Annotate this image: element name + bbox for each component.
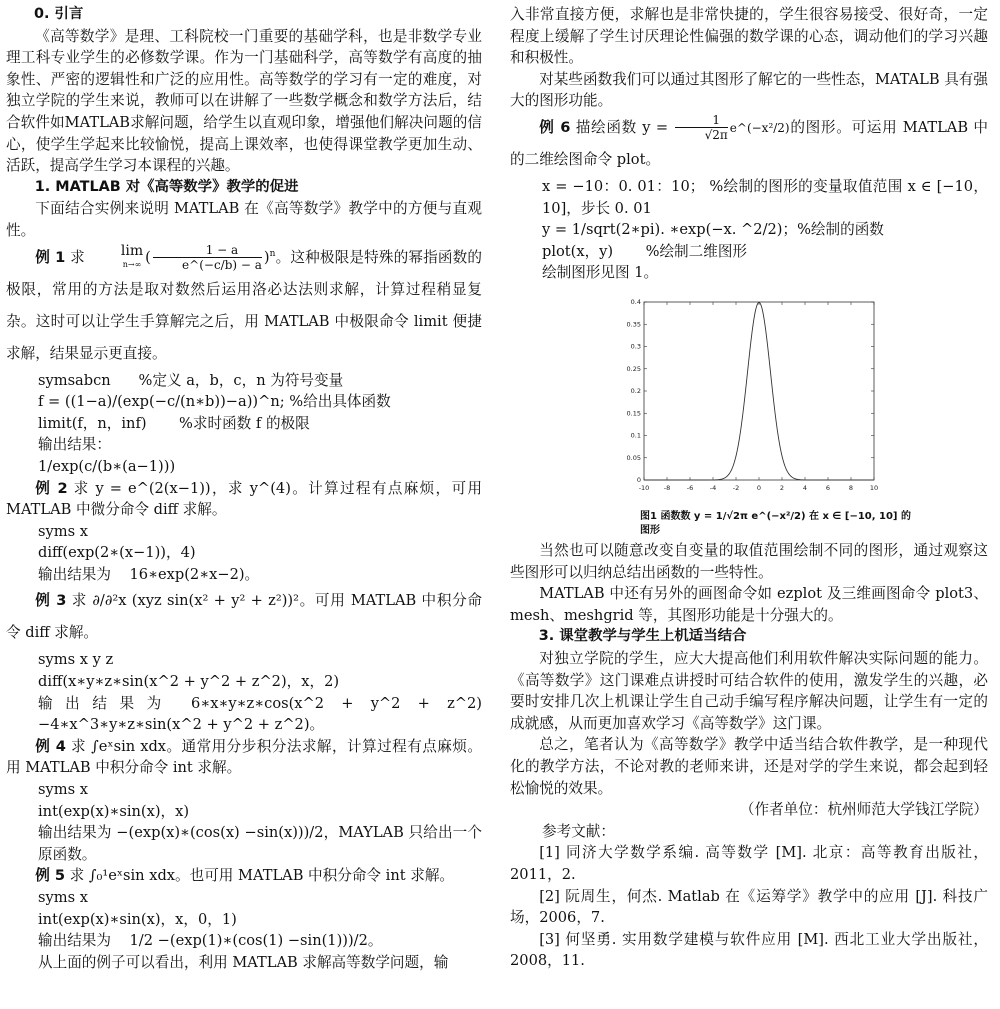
example1-code-3: limit(f，n，inf) %求时函数 f 的极限 <box>38 414 310 432</box>
reference-2: [2] 阮周生，何杰. Matlab 在《运筹学》教学中的应用 [J]. 科技广场，2006，7. <box>510 887 988 927</box>
x-tick-label: 4 <box>802 484 808 492</box>
y-tick-label: 0.1 <box>630 431 641 440</box>
section3-heading: 3. 课堂教学与学生上机适当结合 <box>538 628 747 645</box>
x-tick-label: -10 <box>638 484 650 492</box>
section1-intro: 下面结合实例来说明 MATLAB 在《高等数学》教学中的方便与直观性。 <box>6 200 482 239</box>
after-figure-paragraph-2: MATLAB 中还有另外的画图命令如 ezplot 及三维画图命令 plot3、mesh、meshgrid 等，其图形功能是十分强大的。 <box>510 585 988 624</box>
example1-code-4: 输出结果： <box>38 436 111 454</box>
example1-lead: 求 <box>70 248 85 266</box>
example6-label: 例 6 <box>539 118 571 136</box>
reference-1: [1] 同济大学数学系编. 高等数学 [M]. 北京：高等教育出版社，2011，2. <box>510 844 988 883</box>
example6-paragraph <box>510 112 988 176</box>
intro-paragraph: 《高等数学》是理、工科院校一门重要的基础学科，也是非数学专业理工科专业学生的必修数学课。作为一门基础科学，高等数学有高度的抽象性、严密的逻辑性和广泛的应用性。高等数学的学习有一定的难度，对独立学院的学生来说，教师可以在讲解了一些数学概念和数学方法后，结合软件如MATLAB求解问题，给学生以直观印象，增强他们解决问题的信心，使学生学起来比较愉悦，提高上课效率，也使得课堂教学更加生动、活跃，提高学生学习本课程的兴趣。 <box>6 27 482 175</box>
section3-paragraph-2: 总之，笔者认为《高等数学》教学中适当结合软件教学，是一种现代化的教学方法，不论对教的老师来讲，还是对学的学生来说，都会起到轻松愉悦的效果。 <box>510 736 988 797</box>
section1-heading: 1. MATLAB 对《高等数学》教学的促进 <box>34 178 299 195</box>
example6-code-1: x = −10：0. 01：10； %绘制的图形的变量取值范围 x ∈ [−10，10]，步长 0. 01 <box>542 177 988 217</box>
example4-text: 求 ∫eˣsin xdx。通常用分步积分法求解，计算过程有点麻烦。用 MATLAB 中积分命令 int 求解。 <box>6 737 482 777</box>
after-figure-paragraph-1: 当然也可以随意改变自变量的取值范围绘制不同的图形，通过观察这些图形可以归纳总结出函数的一些特性。 <box>510 542 988 581</box>
example5-code-3: 输出结果为 1/2 −(exp(1)∗(cos(1) −sin(1)))/2。 <box>38 932 383 950</box>
x-tick-label: 10 <box>869 484 879 492</box>
example1-label: 例 1 <box>35 248 66 266</box>
example3-code-2: diff(x∗y∗z∗sin(x^2 + y^2 + z^2)，x，2) <box>38 673 340 691</box>
example4-paragraph <box>6 736 482 779</box>
references-heading: 参考文献： <box>542 822 615 840</box>
example6-body: 的图形。可运用 MATLAB 中的二维绘图命令 plot。 <box>510 118 988 168</box>
example1-body: 。这种极限是特殊的幂指函数的极限，常用的方法是取对数然后运用洛必达法则求解，计算过程稍显复杂。这时可以让学生手算解完之后，用 MATLAB 中极限命令 limit 便捷求解，结果显示更直接。 <box>6 248 482 362</box>
example2-code-1: syms x <box>38 522 88 540</box>
y-tick-label: 0.2 <box>630 387 641 396</box>
example3-label: 例 3 <box>35 592 67 610</box>
x-tick-label: 8 <box>848 484 854 492</box>
example2-code-3: 输出结果为 16∗exp(2∗x−2)。 <box>38 565 260 583</box>
y-tick-label: 0 <box>636 476 641 485</box>
y-tick-label: 0.15 <box>626 409 641 418</box>
example3-code-1: syms x y z <box>38 651 114 669</box>
figure-caption: 图1 函数数 y = 1/√2π e^(−x²/2) 在 x ∈ [−10, 10] 的图形 <box>640 511 911 536</box>
example1-code-5: 1/exp(c/(b∗(a−1))) <box>38 457 176 475</box>
example6-lead: 描绘函数 y = <box>575 118 669 136</box>
example4-code-2: int(exp(x)∗sin(x)，x) <box>38 802 190 820</box>
y-tick-label: 0.3 <box>630 342 641 351</box>
example1-code-2: f = ((1−a)/(exp(−c/(n∗b))−a))^n; %给出具体函数 <box>38 393 391 411</box>
left-column <box>6 4 482 973</box>
y-tick-label: 0.25 <box>626 364 641 373</box>
example6-code-3: plot(x，y) %绘制二维图形 <box>542 242 748 260</box>
example2-code-2: diff(exp(2∗(x−1))，4) <box>38 544 196 562</box>
author-unit: （作者单位：杭州师范大学钱江学院） <box>739 801 988 819</box>
example4-label: 例 4 <box>35 737 66 755</box>
right-lower-text <box>510 540 988 972</box>
reference-3: [3] 何坚勇. 实用数学建模与软件应用 [M]. 西北工业大学出版社，2008，11. <box>510 930 988 970</box>
intro-heading: 0. 引言 <box>34 6 84 22</box>
example1-code-1: symsabcn %定义 a，b，c，n 为符号变量 <box>38 371 344 389</box>
y-tick-label: 0.4 <box>630 298 641 307</box>
x-tick-label: 2 <box>779 484 785 492</box>
example5-paragraph <box>6 865 482 887</box>
x-tick-label: -4 <box>709 484 717 492</box>
y-tick-label: 0.35 <box>626 320 641 329</box>
example5-label: 例 5 <box>35 867 66 885</box>
x-tick-label: -6 <box>686 484 694 492</box>
plot-frame <box>644 302 874 480</box>
example1-limit: lim n→∞ <box>120 242 144 269</box>
example4-code-3: 输出结果为 −(exp(x)∗(cos(x) −sin(x)))/2，MAYLAB 只给出一个原函数。 <box>38 824 482 863</box>
example5-text: 求 ∫₀¹eˣsin xdx。也可用 MATLAB 中积分命令 int 求解。 <box>69 867 455 885</box>
example3-text: 求 ∂/∂²x (xyz sin(x² + y² + z²))²。可用 MATLAB 中积分命令 diff 求解。 <box>6 592 482 642</box>
x-tick-label: 0 <box>756 484 762 492</box>
example2-text: 求 y = e^(2(x−1))，求 y^(4)。计算过程有点麻烦，可用 MATLAB 中微分命令 diff 求解。 <box>6 479 482 519</box>
x-tick-label: -2 <box>732 484 740 492</box>
continuation-paragraph: 入非常直接方便，求解也是非常快捷的，学生很容易接受、很好奇，一定程度上缓解了学生讨厌理论性偏强的数学课的心态，调动他们的学习兴趣和积极性。 <box>510 6 988 67</box>
gaussian-plot <box>616 296 886 526</box>
y-tick-label: 0.05 <box>626 453 641 462</box>
example4-code-1: syms x <box>38 781 88 799</box>
section3-paragraph-1: 对独立学院的学生，应大大提高他们利用软件解决实际问题的能力。《高等数学》这门课难点讲授时可结合软件的使用，激发学生的兴趣，必要时安排几次上机课让学生自己动手编写程序解决问题，让学生有一定的成就感，从而更加喜欢学习《高等数学》这门课。 <box>510 649 988 732</box>
example5-code-1: syms x <box>38 889 88 906</box>
example5-code-2: int(exp(x)∗sin(x)，x，0，1) <box>38 910 237 928</box>
x-tick-label: 6 <box>825 484 831 492</box>
example6-code-4: 绘制图形见图 1。 <box>542 264 659 282</box>
example2-label: 例 2 <box>35 479 68 497</box>
closing-line: 从上面的例子可以看出，利用 MATLAB 求解高等数学问题，输 <box>38 953 449 971</box>
example1-fraction: $\frac{1 - a}{e\^{}(-c/b) - a}$ <box>153 243 262 272</box>
example3-paragraph <box>6 585 482 649</box>
example2-paragraph <box>6 478 482 521</box>
x-tick-label: -8 <box>663 484 671 492</box>
example6-fraction: $\frac{1}{√2\pi}$ <box>675 113 727 142</box>
graph-intro: 对某些函数我们可以通过其图形了解它的一些性态，MATALB 具有强大的图形功能。 <box>510 70 988 110</box>
example3-code-3: 输出结果为 6∗x∗y∗z∗cos(x^2 + y^2 + z^2) −4∗x^3∗y∗z∗sin(x^2 + y^2 + z^2)。 <box>38 694 482 734</box>
example1-paragraph: 例 1 求 lim n→∞ ( $\frac{1 - a}{e\^{}(-c/b) - a}$ )$^n$。这种极限是特殊的幂指函数的极限，常用的方法是取对数然后运用洛必达法则求解，计算过程稍显复杂。这时可以让学生手算解完之后，用 MATLAB 中极限命令 limit 便捷求解，结果显示更直接。 <box>6 242 482 362</box>
example6-code-2: y = 1/sqrt(2∗pi). ∗exp(−x. ^2/2)；%绘制的函数 <box>542 221 884 239</box>
right-column <box>510 4 988 284</box>
example6-exponent: e^(−x²/2) <box>729 120 790 135</box>
